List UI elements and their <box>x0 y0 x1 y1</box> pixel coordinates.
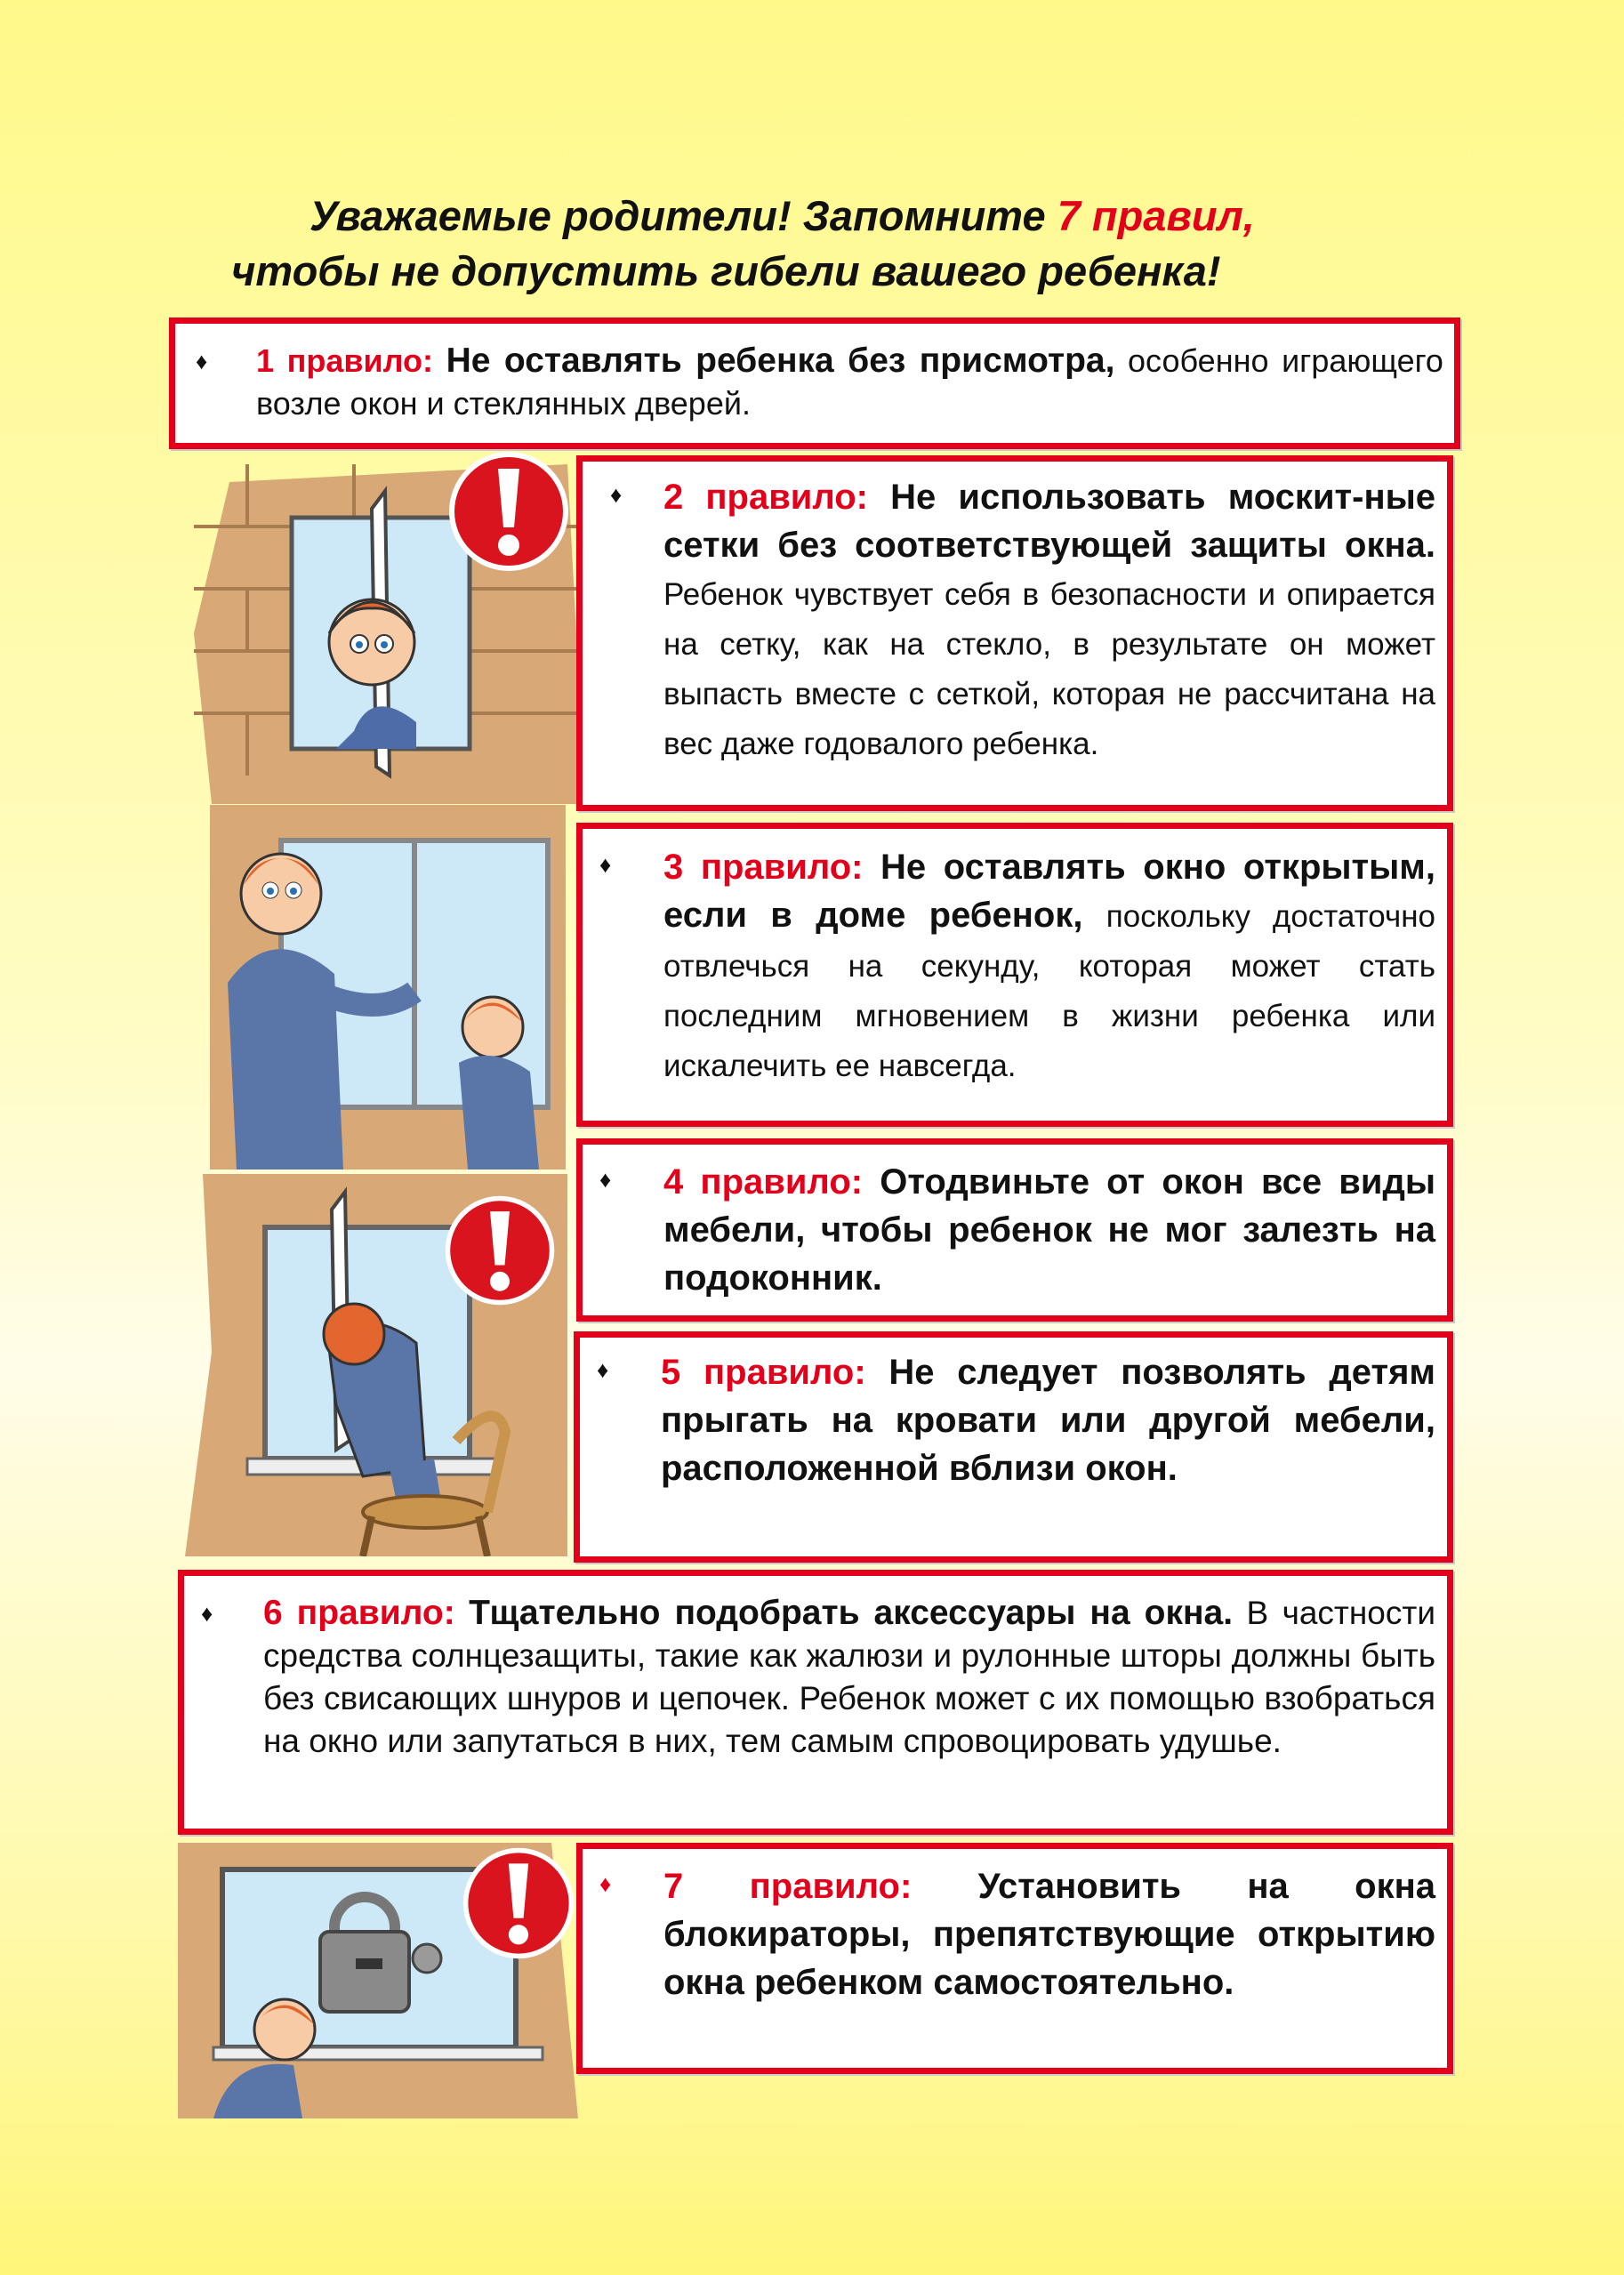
exclamation-icon <box>443 1194 557 1307</box>
title-line1: Уважаемые родители! Запомните <box>310 192 1057 239</box>
bullet-icon: ♦ <box>599 1870 612 1897</box>
rule-bold-text: Не использовать москит-ные сетки без соответствующей защиты окна. <box>663 478 1436 565</box>
title-line2: чтобы не допустить гибели вашего ребенка! <box>231 247 1221 294</box>
rule-3 <box>599 843 1435 1090</box>
rule-text: особенно играющего возле окон и стеклянных дверей. <box>256 342 1443 422</box>
illustration-adult-child-window <box>210 805 566 1170</box>
title-highlight: 7 правил, <box>1057 192 1255 239</box>
rule-4 <box>599 1158 1435 1302</box>
rule-text: Ребенок чувствует себя в безопасности и опирается на сетку, как на стекло, в результате он может выпасть вместе с сеткой, которая не рассчитана на вес даже годовалого ребенка. <box>663 577 1435 761</box>
rule-label: 2 правило: <box>663 478 869 517</box>
rule-label: 1 правило: <box>256 342 434 379</box>
rule-bold-text: Отодвиньте от окон все виды мебели, чтобы ребенок не мог залезть на подоконник. <box>663 1162 1435 1298</box>
exclamation-icon <box>461 1845 576 1961</box>
rule-5 <box>597 1348 1435 1492</box>
rule-bold-text: Не следует позволять детям прыгать на кровати или другой мебели, расположенной вблизи окон. <box>661 1353 1435 1488</box>
rule-7 <box>599 1862 1435 2006</box>
rule-text: В частности средства солнцезащиты, такие как жалюзи и рулонные шторы должны быть без свисающих шнуров и цепочек. Ребенок может с их помощью взобраться на окно или запутаться в них, тем самым спровоцировать удушье. <box>263 1595 1435 1759</box>
bullet-icon: ♦ <box>599 1166 612 1193</box>
rule-bold-text: Не оставлять окно открытым, если в доме ребенок, <box>663 848 1435 935</box>
rule-label: 7 правило: <box>663 1867 912 1906</box>
bullet-icon: ♦ <box>196 348 208 374</box>
rule-2 <box>610 473 1436 768</box>
bullet-icon: ♦ <box>599 851 612 878</box>
rule-bold-text: Тщательно подобрать аксессуары на окна. <box>469 1594 1234 1632</box>
rule-text: поскольку достаточно отвлечься на секунду, которая может стать последним мгновением в жизни ребенка или искалечить ее навсегда. <box>663 899 1435 1083</box>
page-title <box>160 189 1494 299</box>
rule-6 <box>201 1592 1435 1763</box>
bullet-icon: ♦ <box>201 1600 213 1627</box>
exclamation-icon <box>446 449 571 574</box>
rule-bold-text: Не оставлять ребенка без присмотра, <box>446 342 1115 380</box>
rule-label: 4 правило: <box>663 1162 864 1202</box>
rule-1 <box>196 340 1443 425</box>
rule-label: 5 правило: <box>661 1353 866 1392</box>
bullet-icon: ♦ <box>597 1356 609 1383</box>
rule-bold-text: Установить на окна блокираторы, препятствующие открытию окна ребенком самостоятельно. <box>663 1867 1435 2002</box>
rule-label: 3 правило: <box>663 848 864 887</box>
rule-label: 6 правило: <box>263 1594 455 1632</box>
bullet-icon: ♦ <box>610 481 623 508</box>
